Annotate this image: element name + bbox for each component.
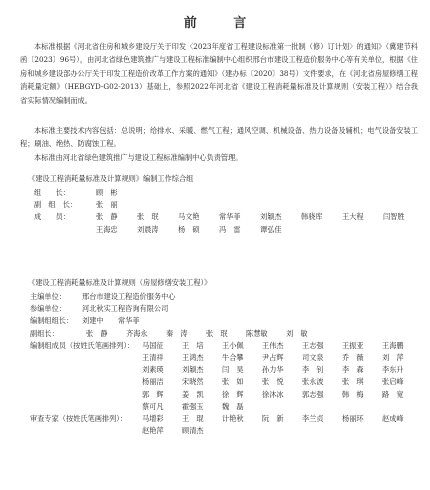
person-name: 王伟杰 bbox=[262, 340, 284, 350]
person-name: 刘 敏 bbox=[286, 328, 308, 338]
compilers-label: 编制组成员（按姓氏笔画排列）： bbox=[30, 340, 135, 350]
compilers-row bbox=[30, 340, 425, 413]
committee1-members-row bbox=[34, 211, 424, 235]
committee1-leader-list bbox=[96, 187, 424, 199]
person-name: 乔 薇 bbox=[342, 352, 364, 362]
person-name: 马增彩 bbox=[142, 413, 164, 423]
group-leader-row bbox=[30, 315, 425, 327]
person-name: 徐 辉 bbox=[222, 389, 244, 399]
committee1-roster bbox=[34, 187, 424, 236]
reviewers-label: 审查专家（按姓氏笔画排列）： bbox=[30, 413, 128, 423]
chief-unit-row bbox=[30, 291, 425, 303]
joint-unit-value: 河北秋实工程咨询有限公司 bbox=[82, 304, 169, 314]
group-leader-list bbox=[82, 315, 425, 327]
intro-paragraph-management: 本标准由河北省绿色建筑推广与建设工程标准编制中心负责管理。 bbox=[34, 153, 243, 162]
person-name: 司文泉 bbox=[302, 352, 324, 362]
deputy-leader-row bbox=[30, 328, 425, 340]
person-name: 马国征 bbox=[142, 340, 164, 350]
person-name: 张 珉 bbox=[206, 328, 228, 338]
person-name: 张 丽 bbox=[96, 200, 118, 210]
person-name: 谭弘佳 bbox=[260, 224, 282, 234]
person-name: 张 如 bbox=[222, 377, 244, 387]
person-name: 张 静 bbox=[86, 328, 108, 338]
person-name: 阮 新 bbox=[262, 413, 284, 423]
committee2-roster bbox=[30, 291, 425, 437]
person-name: 王海忠 bbox=[96, 224, 118, 234]
person-name: 顾 彬 bbox=[96, 188, 118, 197]
person-name: 王鸿杰 bbox=[182, 352, 204, 362]
person-name: 魏 磊 bbox=[222, 401, 244, 411]
person-name: 王 琨 bbox=[182, 413, 204, 423]
chief-unit-label: 主编单位： bbox=[30, 292, 66, 301]
person-name: 王大程 bbox=[342, 212, 364, 222]
committee1-leader-label: 组 长： bbox=[34, 188, 70, 197]
person-name: 刘素瑛 bbox=[142, 365, 164, 375]
committee1-deputy-label: 副 组 长： bbox=[34, 200, 78, 210]
person-name: 齐海永 bbox=[126, 328, 148, 338]
person-name: 李兰贞 bbox=[302, 413, 324, 423]
person-name: 蔡可凡 bbox=[142, 401, 164, 411]
person-name: 郭 辉 bbox=[142, 389, 164, 399]
person-name: 郭志强 bbox=[302, 389, 324, 399]
person-name: 韩骁库 bbox=[301, 212, 323, 222]
person-name: 赵成峰 bbox=[382, 413, 404, 423]
person-name: 王清祥 bbox=[142, 352, 164, 362]
committee2-heading: 《建设工程消耗量标准及计算规则（房屋修缮安装工程）》 bbox=[28, 278, 212, 287]
reviewers-list bbox=[142, 413, 425, 437]
person-name: 陈慧敏 bbox=[246, 328, 268, 338]
joint-unit-label: 参编单位： bbox=[30, 304, 66, 314]
person-name: 杨丽环 bbox=[342, 413, 364, 423]
person-name: 王 培 bbox=[182, 340, 204, 350]
compilers-list bbox=[142, 340, 425, 413]
person-name: 王志强 bbox=[302, 340, 324, 350]
person-name: 顾清杰 bbox=[182, 426, 204, 436]
person-name: 霍强玉 bbox=[182, 401, 204, 411]
person-name: 李 钊 bbox=[302, 365, 324, 375]
person-name: 杨 硕 bbox=[178, 224, 200, 234]
person-name: 王振亚 bbox=[342, 340, 364, 350]
reviewers-row bbox=[30, 413, 425, 437]
committee1-members-list bbox=[96, 211, 424, 235]
person-name: 张启峰 bbox=[382, 377, 404, 387]
person-name: 李 森 bbox=[342, 365, 364, 375]
person-name: 李东升 bbox=[382, 365, 404, 375]
person-name: 王小佩 bbox=[222, 340, 244, 350]
person-name: 牛合攀 bbox=[222, 352, 244, 362]
person-name: 宋晓然 bbox=[182, 377, 204, 387]
intro-paragraph-contents: 本标准主要技术内容包括：总说明；给排水、采暖、燃气工程；通风空调、机械设备、热力设备及辅机；电气设备安装工程；刷油、绝热、防腐蚀工程。 bbox=[20, 126, 418, 149]
person-name: 尹占辉 bbox=[262, 352, 284, 362]
person-name: 刘晨涛 bbox=[137, 224, 159, 234]
joint-unit-row bbox=[30, 303, 425, 315]
person-name: 张 琪 bbox=[342, 377, 364, 387]
committee1-deputy-list bbox=[96, 199, 424, 211]
chief-unit-value: 邢台市建设工程造价服务中心 bbox=[82, 292, 176, 301]
person-name: 王海鹏 bbox=[382, 340, 404, 350]
person-name: 张 悦 bbox=[262, 377, 284, 387]
person-name: 冯 雷 bbox=[219, 224, 241, 234]
committee1-members-label: 成 员： bbox=[34, 212, 70, 222]
person-name: 秦 涛 bbox=[166, 328, 188, 338]
person-name: 计艳秋 bbox=[222, 413, 244, 423]
person-name: 徐沐冰 bbox=[262, 389, 284, 399]
person-name: 闫智胜 bbox=[383, 212, 405, 222]
page-title: 前 言 bbox=[183, 16, 263, 31]
person-name: 杨丽洁 bbox=[142, 377, 164, 387]
intro-paragraph-basis: 本标准根据《河北省住房和城乡建设厅关于印发〈2023年度省工程建设标准第一批制（修）订计划〉的通知》（冀建节科函〔2023〕96号），由河北省绿色建筑推广与建设工程标准编制中心组织邢台市建设工程造价服务中心等有关单位，根据《住房和城乡建设部办公厅关于印发工程造价改革工作方案的通知》（建办标〔2020〕38号）文件要求，在《河北省房屋修缮工程消耗量定额》（HEBGYD-G02-2013）基础上，参照2022年河北省《建设工程消耗量标准及计算规则（安装工程）》结合我省实际情况编制而成。 bbox=[20, 42, 418, 105]
person-name: 张永波 bbox=[302, 377, 324, 387]
deputy-leader-list bbox=[86, 328, 425, 340]
person-name: 路 宽 bbox=[382, 389, 404, 399]
person-name: 刘 萍 bbox=[382, 352, 404, 362]
person-name: 刘颖杰 bbox=[260, 212, 282, 222]
person-name: 常华菲 bbox=[118, 316, 140, 326]
deputy-leader-label: 副组长： bbox=[30, 328, 59, 338]
person-name: 马文艳 bbox=[178, 212, 200, 222]
committee1-leader-row bbox=[34, 187, 424, 199]
person-name: 闫 昊 bbox=[222, 365, 244, 375]
group-leader-label: 编制组组长： bbox=[30, 316, 74, 326]
person-name: 刘颖杰 bbox=[182, 365, 204, 375]
person-name: 赵艳萍 bbox=[142, 426, 164, 436]
person-name: 孙力华 bbox=[262, 365, 284, 375]
person-name: 刘建中 bbox=[82, 316, 104, 326]
person-name: 张 静 bbox=[96, 212, 118, 222]
person-name: 韩 梅 bbox=[342, 389, 364, 399]
person-name: 常华菲 bbox=[219, 212, 241, 222]
committee1-heading: 《建设工程消耗量标准及计算规则》编制工作综合组 bbox=[28, 174, 194, 183]
person-name: 姜 凯 bbox=[182, 389, 204, 399]
person-name: 张 珉 bbox=[137, 212, 159, 222]
committee1-deputy-row bbox=[34, 199, 424, 211]
